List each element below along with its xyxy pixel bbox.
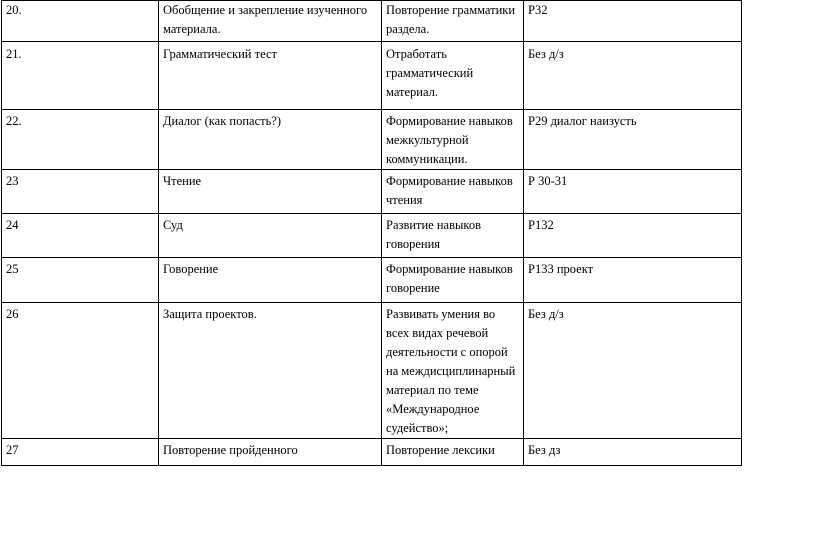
lesson-topic-cell: Говорение (159, 258, 382, 303)
lesson-number-cell: 26 (2, 303, 159, 439)
lesson-goal-cell: Формирование навыков чтения (382, 170, 524, 214)
lesson-topic-cell: Повторение пройденного (159, 439, 382, 466)
table-row (2, 42, 742, 110)
lesson-goal-cell: Развитие навыков говорения (382, 214, 524, 258)
lesson-goal-cell: Формирование навыков межкультурной коммуникации. (382, 110, 524, 170)
lesson-number-cell: 25 (2, 258, 159, 303)
homework-cell: Р133 проект (524, 258, 742, 303)
table-row (2, 258, 742, 303)
lesson-topic-cell: Диалог (как попасть?) (159, 110, 382, 170)
lesson-plan-table (1, 0, 742, 466)
homework-cell: Без д/з (524, 303, 742, 439)
homework-cell: Р32 (524, 1, 742, 42)
lesson-topic-cell: Суд (159, 214, 382, 258)
lesson-number-cell: 24 (2, 214, 159, 258)
lesson-goal-cell: Формирование навыков говорение (382, 258, 524, 303)
table-row (2, 170, 742, 214)
lesson-goal-cell: Развивать умения во всех видах речевой деятельности с опорой на междисциплинарный материал по теме «Международное судейство»; (382, 303, 524, 439)
homework-cell: Без дз (524, 439, 742, 466)
lesson-topic-cell: Защита проектов. (159, 303, 382, 439)
table-row (2, 303, 742, 439)
homework-cell: Р132 (524, 214, 742, 258)
lesson-number-cell: 27 (2, 439, 159, 466)
homework-cell: Без д/з (524, 42, 742, 110)
table-row (2, 439, 742, 466)
lesson-topic-cell: Чтение (159, 170, 382, 214)
table-row (2, 1, 742, 42)
homework-cell: Р29 диалог наизусть (524, 110, 742, 170)
lesson-number-cell: 23 (2, 170, 159, 214)
lesson-number-cell: 21. (2, 42, 159, 110)
homework-cell: Р 30-31 (524, 170, 742, 214)
lesson-goal-cell: Повторение лексики (382, 439, 524, 466)
lesson-goal-cell: Повторение грамматики раздела. (382, 1, 524, 42)
lesson-number-cell: 20. (2, 1, 159, 42)
lesson-topic-cell: Грамматический тест (159, 42, 382, 110)
lesson-number-cell: 22. (2, 110, 159, 170)
lesson-topic-cell: Обобщение и закрепление изученного материала. (159, 1, 382, 42)
table-row (2, 214, 742, 258)
table-row (2, 110, 742, 170)
lesson-goal-cell: Отработать грамматический материал. (382, 42, 524, 110)
